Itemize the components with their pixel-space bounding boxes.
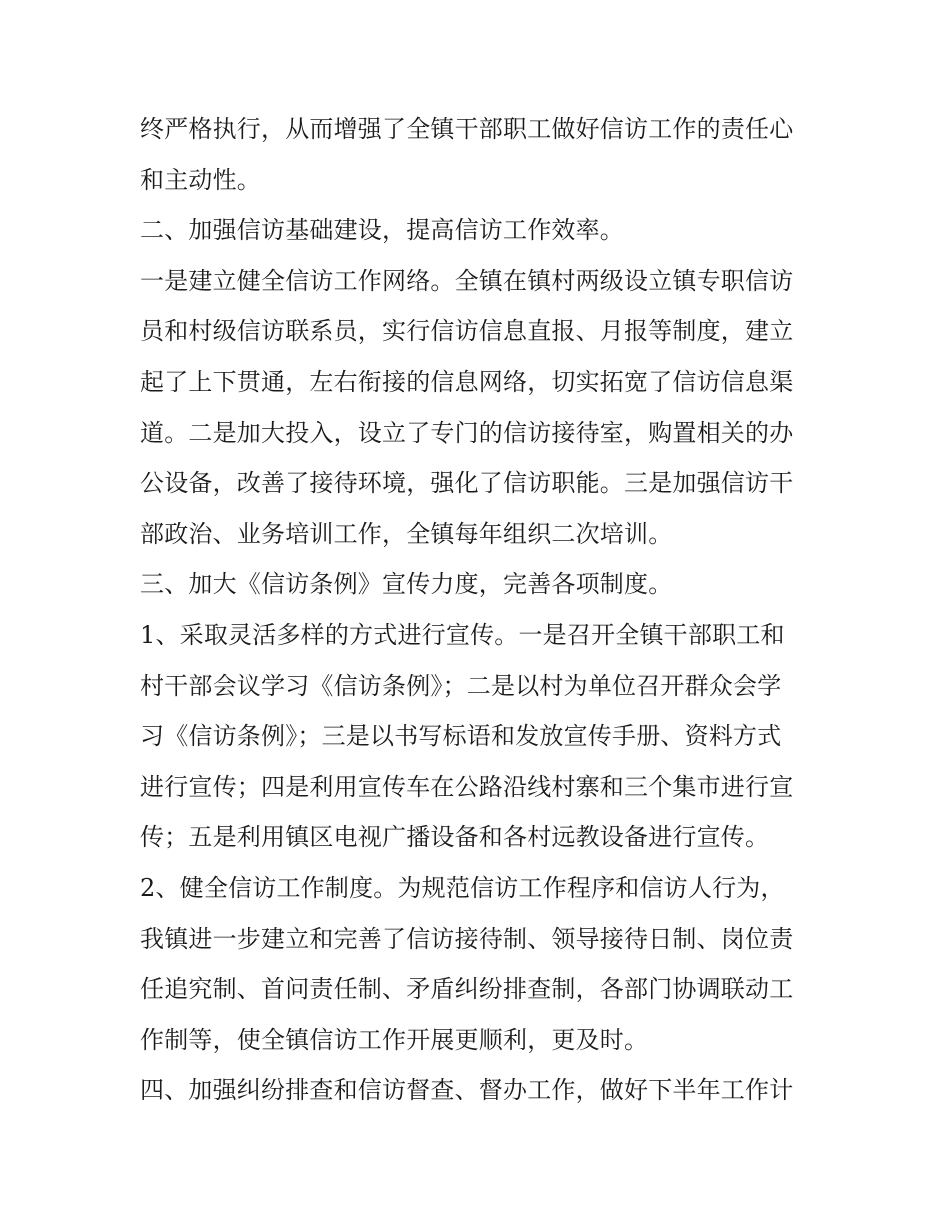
document-body <box>140 104 820 1116</box>
text-line: 1、采取灵活多样的方式进行宣传。一是召开全镇干部职工和 <box>140 620 785 649</box>
text-line: 一是建立健全信访工作网络。全镇在镇村两级设立镇专职信访 <box>140 266 794 295</box>
text-line: 传；五是利用镇区电视广播设备和各村远教设备进行宣传。 <box>140 823 770 852</box>
text-line: 任追究制、首问责任制、矛盾纠纷排查制，各部门协调联动工 <box>140 975 794 1004</box>
section-heading: 三、加大《信访条例》宣传力度，完善各项制度。 <box>140 570 673 599</box>
text-line: 公设备，改善了接待环境，强化了信访职能。三是加强信访干 <box>140 469 794 498</box>
text-line: 村干部会议学习《信访条例》；二是以村为单位召开群众会学 <box>140 671 782 700</box>
text-line: 员和村级信访联系员，实行信访信息直报、月报等制度，建立 <box>140 317 794 346</box>
text-line: 起了上下贯通，左右衔接的信息网络，切实拓宽了信访信息渠 <box>140 367 794 396</box>
text-line: 2、健全信访工作制度。为规范信访工作程序和信访人行为， <box>140 873 785 902</box>
text-line: 作制等，使全镇信访工作开展更顺利，更及时。 <box>140 1025 649 1054</box>
text-line: 我镇进一步建立和完善了信访接待制、领导接待日制、岗位责 <box>140 924 794 953</box>
text-line: 和主动性。 <box>140 165 261 194</box>
text-line: 终严格执行，从而增强了全镇干部职工做好信访工作的责任心 <box>140 115 794 143</box>
section-heading: 四、加强纠纷排查和信访督查、督办工作，做好下半年工作计 <box>140 1076 794 1105</box>
text-line: 进行宣传；四是利用宣传车在公路沿线村寨和三个集市进行宣 <box>140 772 794 801</box>
text-line: 习《信访条例》；三是以书写标语和发放宣传手册、资料方式 <box>140 722 782 751</box>
section-heading: 二、加强信访基础建设，提高信访工作效率。 <box>140 216 624 245</box>
text-line: 道。二是加大投入，设立了专门的信访接待室，购置相关的办 <box>140 418 794 447</box>
text-line: 部政治、业务培训工作，全镇每年组织二次培训。 <box>140 519 673 548</box>
